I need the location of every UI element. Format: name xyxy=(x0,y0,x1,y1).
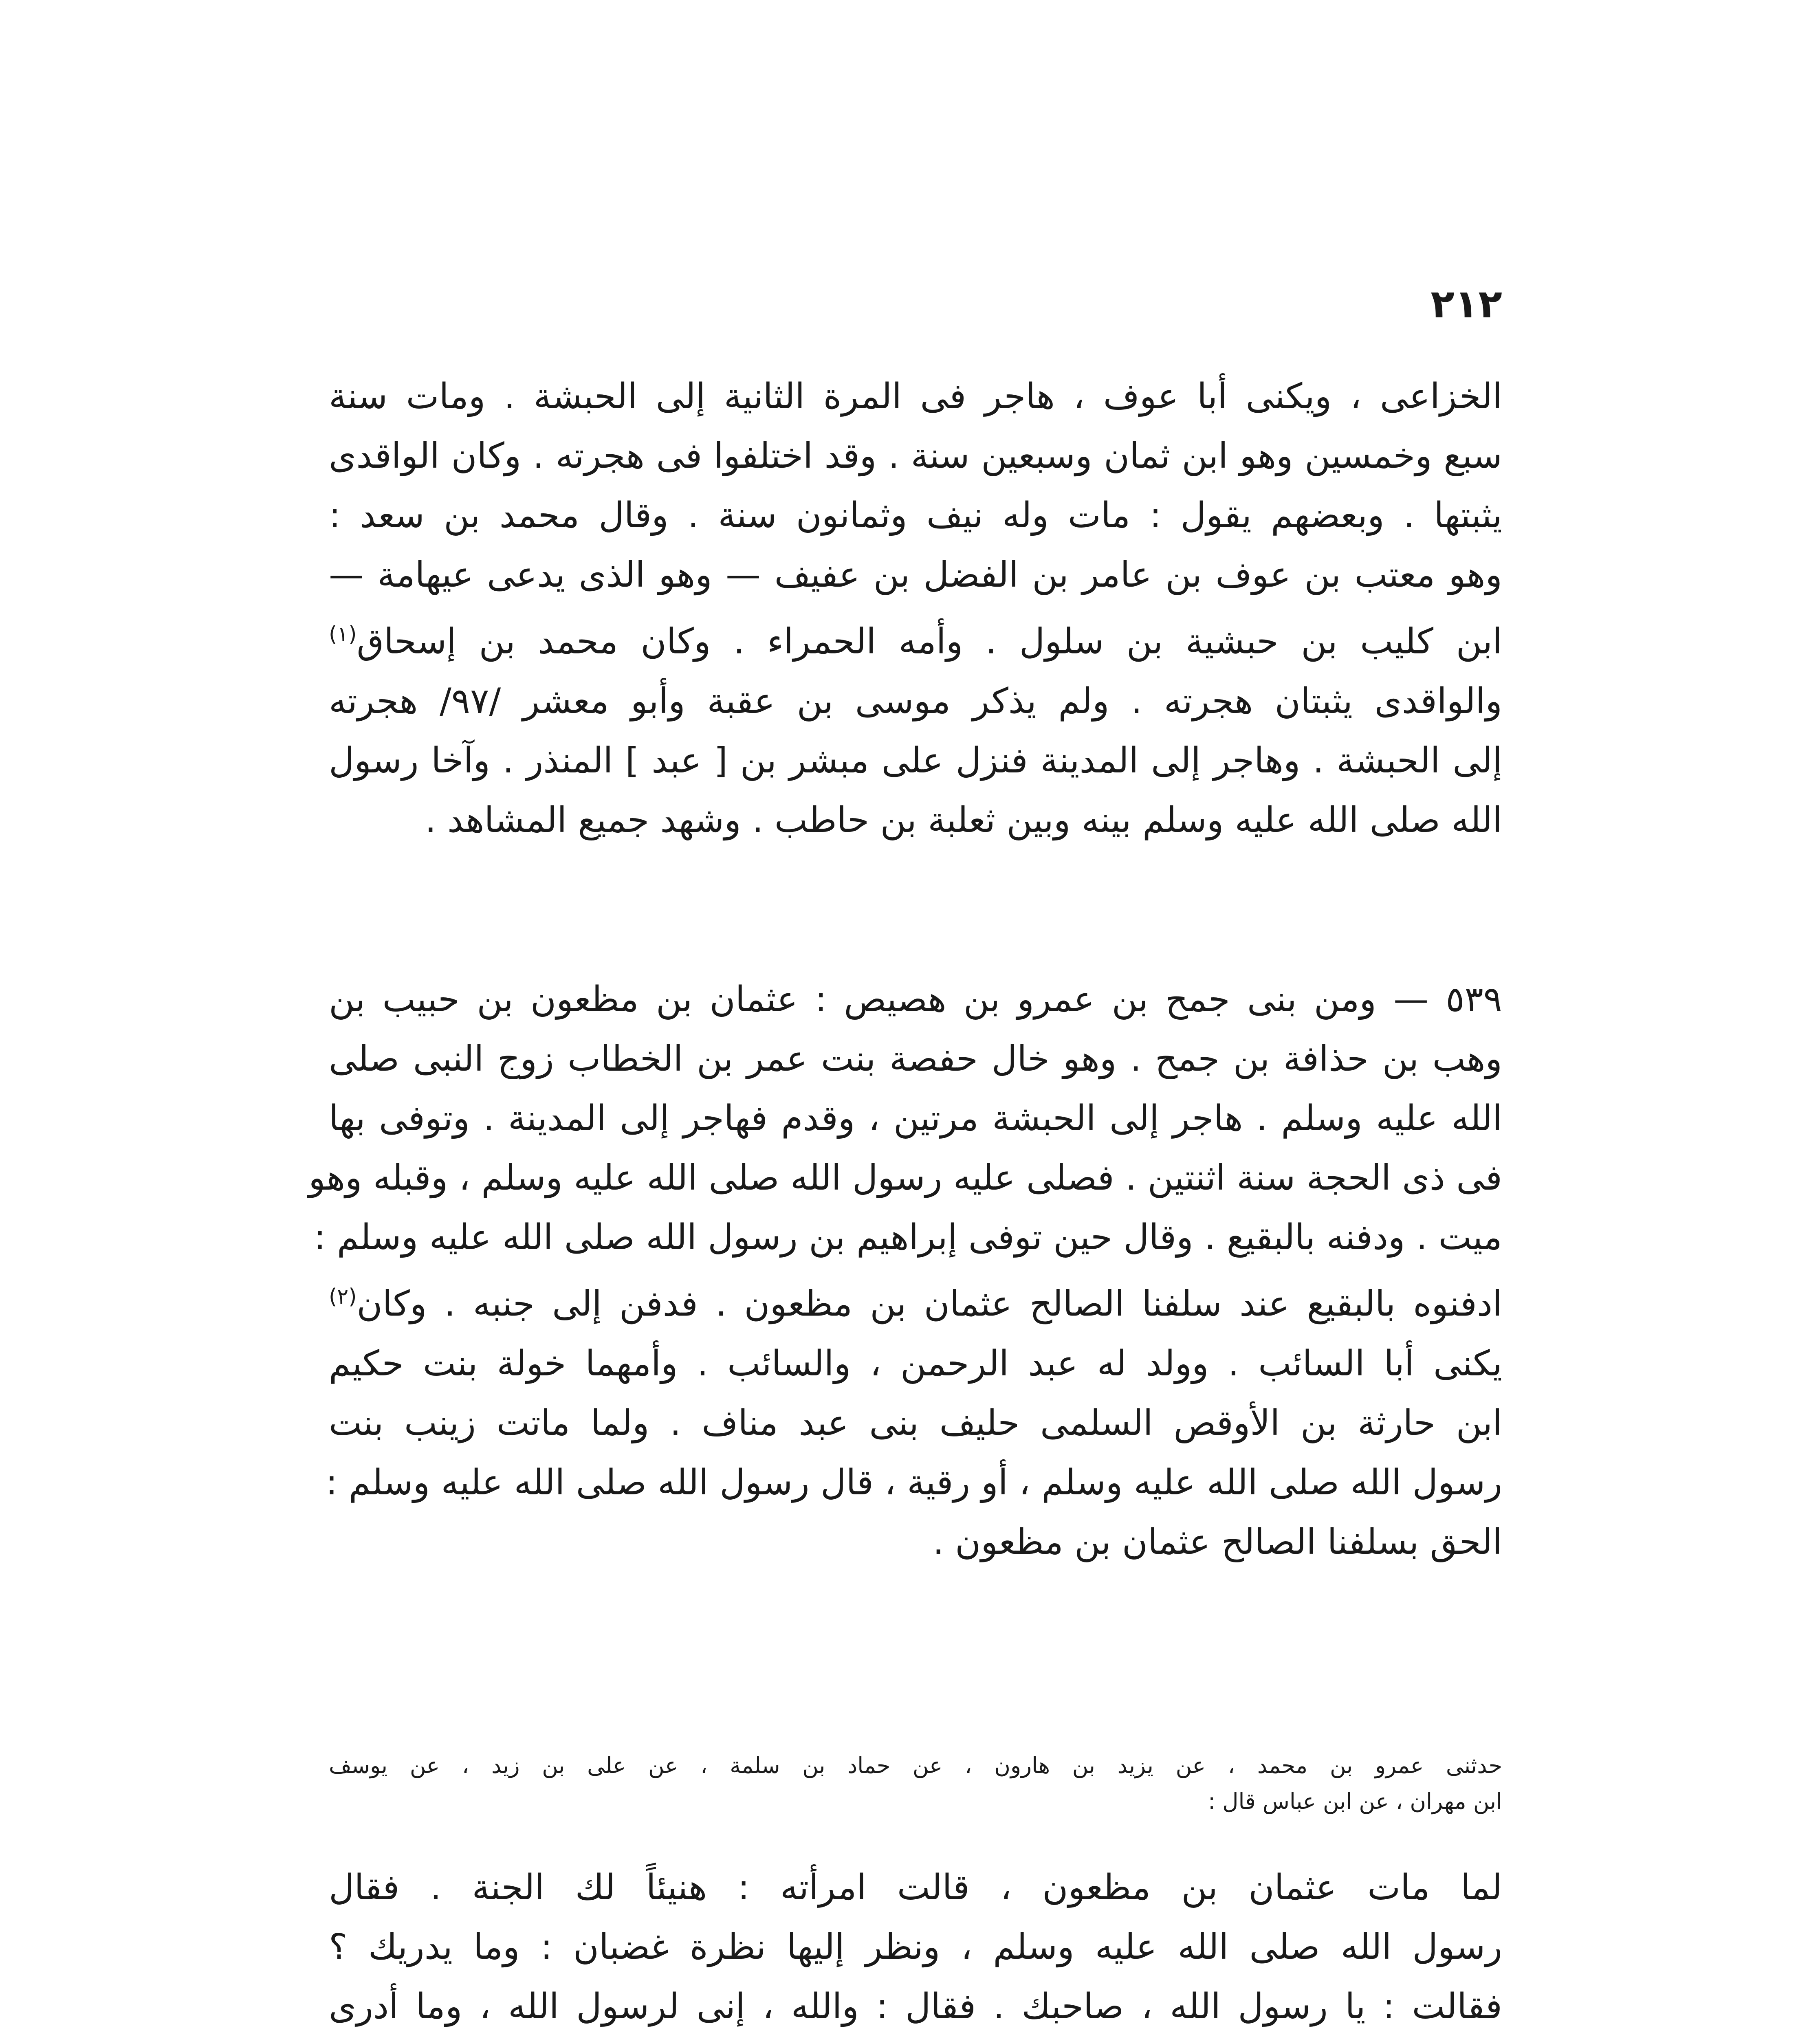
isnad-chain xyxy=(329,1748,1502,1819)
text-line: فقالت : يا رسول الله ، صاحبك . فقال : والله ، إنى لرسول الله ، وما أدرى xyxy=(329,1986,1502,2027)
text-line: الله صلى الله عليه وسلم بينه وبين ثعلبة بن حاطب . وشهد جميع المشاهد . xyxy=(425,799,1502,840)
text-line: يكنى أبا السائب . وولد له عبد الرحمن ، والسائب . وأمهما خولة بنت حكيم xyxy=(329,1343,1502,1384)
paragraph-1 xyxy=(329,367,1502,850)
text-line: الحق بسلفنا الصالح عثمان بن مظعون . xyxy=(933,1521,1502,1562)
text-line: سبع وخمسين وهو ابن ثمان وسبعين سنة . وقد اختلفوا فى هجرته . وكان الواقدى xyxy=(329,436,1502,476)
text-line: لما مات عثمان بن مظعون ، قالت امرأته : هنيئاً لك الجنة . فقال xyxy=(329,1867,1502,1908)
text-line: وهو معتب بن عوف بن عامر بن الفضل بن عفيف — وهو الذى يدعى عيهامة — xyxy=(329,554,1502,595)
text-line-with-footnote xyxy=(329,1267,1502,1334)
text-line: رسول الله صلى الله عليه وسلم ، أو رقية ، قال رسول الله صلى الله عليه وسلم : xyxy=(326,1462,1502,1503)
text-line: وهب بن حذافة بن جمح . وهو خال حفصة بنت عمر بن الخطاب زوج النبى صلى xyxy=(329,1038,1502,1079)
text-line: الله عليه وسلم . هاجر إلى الحبشة مرتين ، وقدم فهاجر إلى المدينة . وتوفى بها xyxy=(329,1098,1502,1139)
text-line: إلى الحبشة . وهاجر إلى المدينة فنزل على مبشر بن [ عبد ] المنذر . وآخا رسول xyxy=(329,740,1502,781)
text-line: فى ذى الحجة سنة اثنتين . فصلى عليه رسول الله صلى الله عليه وسلم ، وقبله وهو xyxy=(308,1157,1502,1198)
text-line: ابن حارثة بن الأوقص السلمى حليف بنى عبد مناف . ولما ماتت زينب بنت xyxy=(329,1402,1502,1443)
text-line-segment: ادفنوه بالبقيع عند سلفنا الصالح عثمان بن مظعون . فدفن إلى جنبه . وكان xyxy=(357,1283,1502,1324)
text-line: يثبتها . وبعضهم يقول : مات وله نيف وثمانون سنة . وقال محمد بن سعد : xyxy=(329,495,1502,536)
text-line: ميت . ودفنه بالبقيع . وقال حين توفى إبراهيم بن رسول الله صلى الله عليه وسلم : xyxy=(314,1217,1502,1258)
paragraph-3 xyxy=(329,1858,1502,2036)
footnote-reference: (١) xyxy=(329,622,357,647)
footnote-reference: (٢) xyxy=(329,1285,357,1309)
text-line: الخزاعى ، ويكنى أبا عوف ، هاجر فى المرة الثانية إلى الحبشة . ومات سنة xyxy=(329,376,1502,417)
text-line: والواقدى يثبتان هجرته . ولم يذكر موسى بن عقبة وأبو معشر /٩٧/ هجرته xyxy=(329,680,1502,722)
isnad-line: ابن مهران ، عن ابن عباس قال : xyxy=(1208,1788,1502,1814)
text-line: رسول الله صلى الله عليه وسلم ، ونظر إليها نظرة غضبان : وما يدريك ؟ xyxy=(329,1927,1502,1967)
isnad-line: حدثنى عمرو بن محمد ، عن يزيد بن هارون ، عن حماد بن سلمة ، عن على بن زيد ، عن يوسف xyxy=(329,1753,1502,1778)
text-line-segment: ابن كليب بن حبشية بن سلول . وأمه الحمراء . وكان محمد بن إسحاق xyxy=(357,621,1502,662)
text-line-with-footnote xyxy=(329,605,1502,671)
page-number: ٢١٢ xyxy=(1430,281,1502,327)
entry-heading-line: ٥٣٩ — ومن بنى جمح بن عمرو بن هصيص : عثمان بن مظعون بن حبيب بن xyxy=(329,979,1502,1020)
paragraph-2-entry-539 xyxy=(308,970,1502,1572)
